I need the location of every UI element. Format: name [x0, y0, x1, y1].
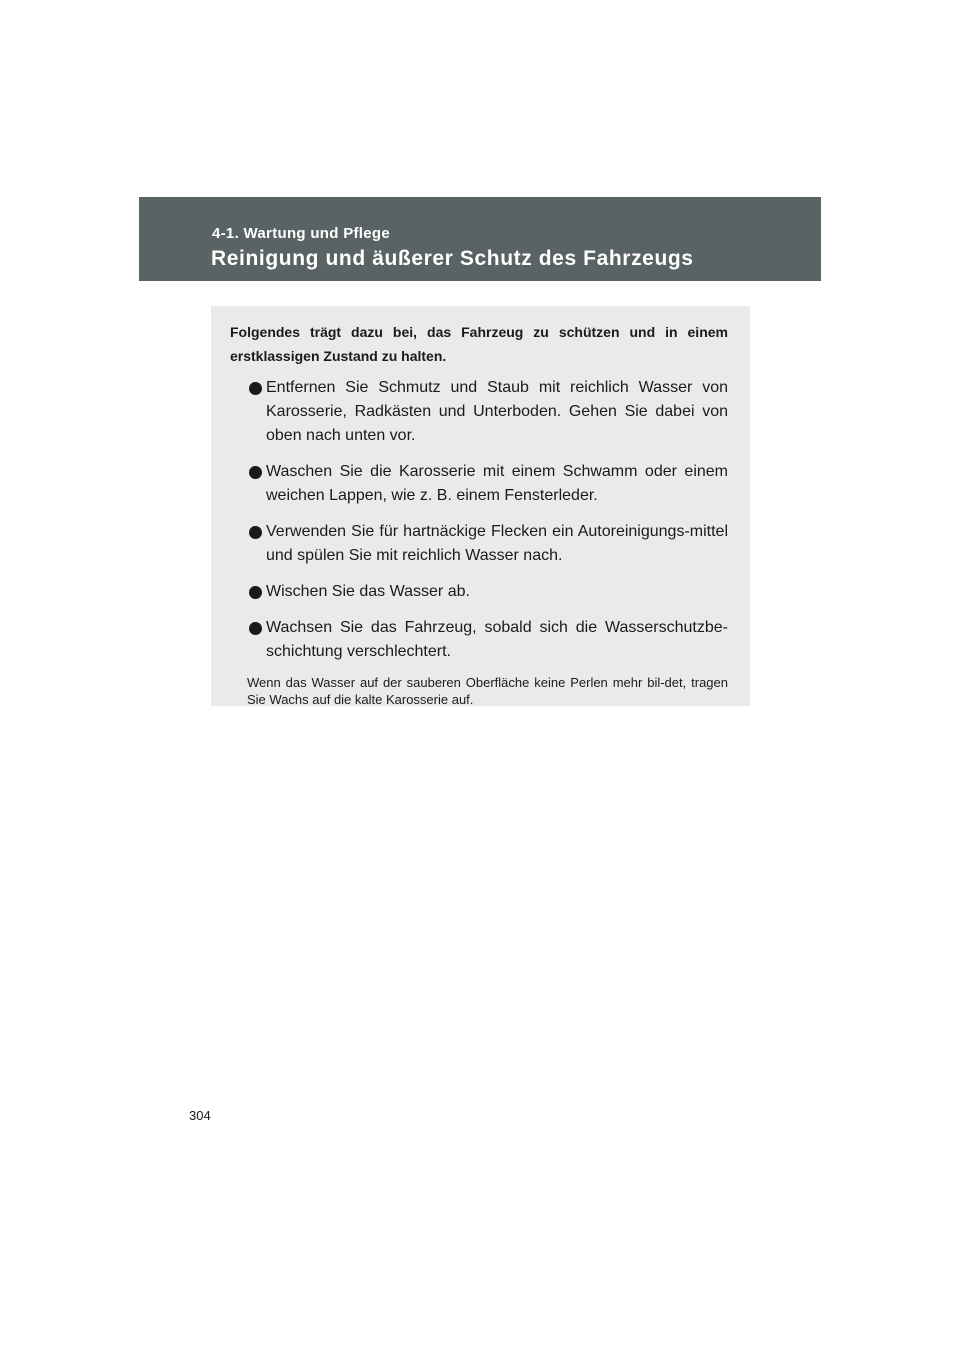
- section-label: 4-1. Wartung und Pflege: [212, 225, 391, 242]
- bullet-text: Wischen Sie das Wasser ab.: [266, 583, 470, 600]
- page-number: 304: [189, 1108, 211, 1123]
- bullet-item: [230, 580, 728, 604]
- bullet-item: [230, 376, 728, 448]
- bullet-item: [230, 460, 728, 508]
- bullet-text: Wachsen Sie das Fahrzeug, sobald sich die Wasserschutzbe-schichtung verschlechtert.: [266, 619, 728, 660]
- bullet-text: Verwenden Sie für hartnäckige Flecken ein Autoreinigungs-mittel und spülen Sie mit reichlich Wasser nach.: [266, 523, 728, 564]
- info-box: [211, 306, 750, 706]
- chapter-header: [139, 197, 821, 281]
- bullet-text: Waschen Sie die Karosserie mit einem Schwamm oder einem weichen Lappen, wie z. B. einem Fensterleder.: [266, 463, 728, 504]
- bullet-list: [230, 376, 728, 664]
- bullet-dot-icon: [249, 466, 262, 479]
- page-title: Reinigung und äußerer Schutz des Fahrzeugs: [211, 247, 694, 270]
- bullet-dot-icon: [249, 382, 262, 395]
- bullet-item: [230, 520, 728, 568]
- bullet-text: Entfernen Sie Schmutz und Staub mit reichlich Wasser von Karosserie, Radkästen und Unterboden. Gehen Sie dabei von oben nach unten vor.: [266, 379, 728, 444]
- intro-text: Folgendes trägt dazu bei, das Fahrzeug zu schützen und in einem erstklassigen Zustand zu halten.: [230, 324, 728, 364]
- note-text: Wenn das Wasser auf der sauberen Oberfläche keine Perlen mehr bil-det, tragen Sie Wachs auf die kalte Karosserie auf.: [247, 675, 728, 707]
- bullet-dot-icon: [249, 526, 262, 539]
- bullet-item: [230, 616, 728, 664]
- bullet-dot-icon: [249, 586, 262, 599]
- bullet-dot-icon: [249, 622, 262, 635]
